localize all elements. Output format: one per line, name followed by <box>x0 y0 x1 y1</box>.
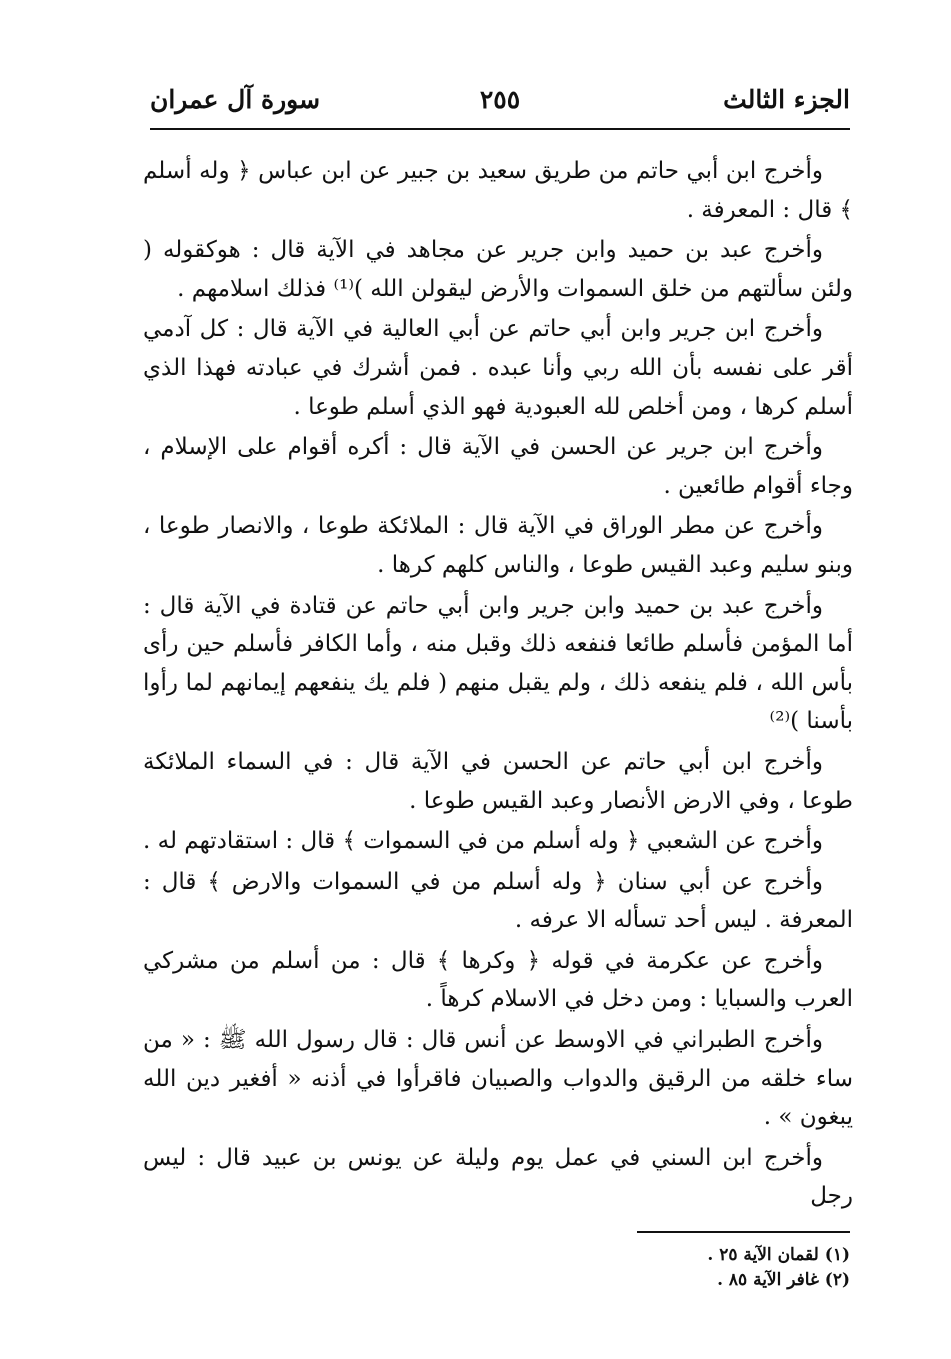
part-title: الجزء الثالث <box>723 85 850 114</box>
paragraph: وأخرج ابن السني في عمل يوم وليلة عن يونس بن عبيد قال : ليس رجل <box>143 1144 853 1210</box>
footnotes <box>600 1243 850 1293</box>
paragraph: وأخرج عن مطر الوراق في الآية قال : الملائكة طوعا ، والانصار طوعا ، وبنو سليم وعبد القيس طوعا ، والناس كلهم كرها . <box>143 513 853 578</box>
paragraph: وأخرج ابن أبي حاتم عن الحسن في الآية قال : في السماء الملائكة طوعا ، وفي الارض الأنصار وعبد القيس طوعا . <box>143 748 853 814</box>
paragraph: وأخرج ابن جرير وابن أبي حاتم عن أبي العالية في الآية قال : كل آدمي أقر على نفسه بأن الله ربي وأنا عبده . فمن أشرك في عبادته فهذا الذي أسلم كرها ، ومن أخلص لله العبودية فهو الذي أسلم طوعا . <box>143 316 853 420</box>
paragraph: وأخرج عبد بن حميد وابن جرير وابن أبي حاتم عن قتادة في الآية قال : أما المؤمن فأسلم طائعا فنفعه ذلك وقبل منه ، وأما الكافر فأسلم حين رأى بأس الله ، فلم ينفعه ذلك ، ولم يقبل منهم ( فلم يك ينفعهم إيمانهم لما رأوا بأسنا )⁽²⁾ <box>143 592 853 735</box>
footnote: (٢) غافر الآية ٨٥ . <box>717 1270 850 1290</box>
footnote: (١) لقمان الآية ٢٥ . <box>707 1245 850 1265</box>
paragraph: وأخرج الطبراني في الاوسط عن أنس قال : قال رسول الله ﷺ : « من ساء خلقه من الرقيق والدواب والصبيان فاقرأوا في أذنه « أفغير دين الله يبغون » . <box>143 1027 853 1131</box>
main-text <box>143 152 853 1218</box>
page-header <box>150 80 850 128</box>
paragraph: وأخرج عن الشعبي ﴿ وله أسلم من في السموات ﴾ قال : استقادتهم له . <box>143 828 823 855</box>
paragraph: وأخرج عن أبي سنان ﴿ وله أسلم من في السموات والارض ﴾ قال : المعرفة . ليس أحد تسأله الا عرفه . <box>143 868 853 934</box>
footnote-divider <box>637 1231 850 1233</box>
paragraph: وأخرج ابن أبي حاتم من طريق سعيد بن جبير عن ابن عباس ﴿ وله أسلم ﴾ قال : المعرفة . <box>143 158 853 223</box>
page-number: ٢٥٥ <box>479 85 521 114</box>
header-divider <box>150 128 850 130</box>
paragraph: وأخرج عبد بن حميد وابن جرير عن مجاهد في الآية قال : هوكقوله ( ولئن سألتهم من خلق السموات والأرض ليقولن الله )⁽¹⁾ فذلك اسلامهم . <box>143 237 853 302</box>
surah-title: سورة آل عمران <box>150 85 321 114</box>
paragraph: وأخرج ابن جرير عن الحسن في الآية قال : أكره أقوام على الإسلام ، وجاء أقوام طائعين . <box>143 434 853 499</box>
paragraph: وأخرج عن عكرمة في قوله ﴿ وكرها ﴾ قال : من أسلم من مشركي العرب والسبايا : ومن دخل في الاسلام كرهاً . <box>143 947 853 1013</box>
